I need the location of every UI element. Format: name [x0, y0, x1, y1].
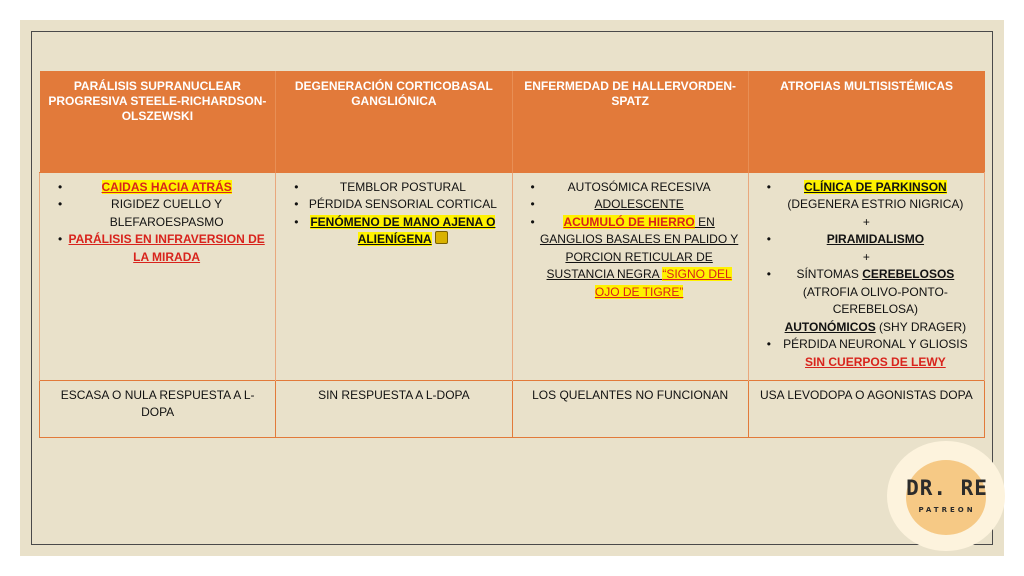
list-item — [775, 336, 976, 371]
list-item — [539, 214, 740, 302]
alien-emoji-icon — [435, 231, 448, 244]
list-item — [775, 179, 976, 214]
plus-sign: + — [862, 214, 870, 229]
list-item — [302, 214, 503, 249]
plus-sign: + — [862, 249, 870, 264]
list-item-text: PÉRDIDA NEURONAL Y GLIOSIS — [783, 337, 968, 351]
list-item-text: AUTOSÓMICA RECESIVA — [567, 179, 711, 194]
list-item — [66, 196, 267, 231]
footer-hallervorden: LOS QUELANTES NO FUNCIONAN — [512, 380, 748, 437]
list-item-text: (SHY DRAGER) — [875, 319, 967, 334]
list-item-text: CEREBELOSOS — [862, 267, 955, 281]
list-item — [775, 266, 976, 336]
header-row — [40, 71, 985, 172]
logo-title: DR. RE — [906, 476, 988, 500]
cell-hallervorden — [512, 172, 748, 380]
list-item — [66, 231, 267, 266]
list-item — [302, 179, 503, 197]
logo-subtitle: PATREON — [918, 506, 976, 514]
list-item-text: EN GANGLIOS BASALES EN PALIDO Y PORCION RETICULAR DE SUSTANCIA NEGRA — [539, 214, 739, 281]
tiger-eye-sign: “SIGNO DEL OJO DE TIGRE” — [594, 267, 732, 299]
list-item-text: TEMBLOR POSTURAL — [339, 179, 466, 194]
footer-corticobasal: SIN RESPUESTA A L-DOPA — [276, 380, 512, 437]
list-item-text: (DEGENERA ESTRIO NIGRICA) — [787, 197, 964, 211]
list-item-text: SÍNTOMAS — [796, 267, 863, 281]
list-item-text: CAIDAS HACIA ATRÁS — [101, 179, 232, 194]
list-item-text: RIGIDEZ CUELLO Y BLEFAROESPASMO — [109, 197, 224, 229]
list-item-text: PIRAMIDALISMO — [826, 232, 925, 246]
header-hallervorden: ENFERMEDAD DE HALLERVORDEN-SPATZ — [512, 71, 748, 172]
list-item-highlight: ACUMULÓ DE HIERRO — [563, 214, 695, 229]
comparison-table — [39, 71, 985, 438]
list-item-text: ADOLESCENTE — [594, 197, 684, 211]
list-item-text: (ATROFIA OLIVO-PONTO-CEREBELOSA) — [802, 284, 948, 316]
header-psp: PARÁLISIS SUPRANUCLEAR PROGRESIVA STEELE-RICHARDSON-OLSZEWSKI — [40, 71, 276, 172]
cell-psp — [40, 172, 276, 380]
header-corticobasal: DEGENERACIÓN CORTICOBASAL GANGLIÓNICA — [276, 71, 512, 172]
features-row — [40, 172, 985, 380]
list-item — [66, 179, 267, 197]
list-item — [302, 196, 503, 214]
list-item-highlight: CLÍNICA DE PARKINSON — [804, 179, 947, 194]
response-row — [40, 380, 985, 437]
list-item-text: AUTONÓMICOS — [784, 319, 876, 334]
list-item-text: FENÓMENO DE MANO AJENA O ALIENÍGENA — [310, 214, 496, 246]
list-item — [775, 231, 976, 249]
footer-atrofias: USA LEVODOPA O AGONISTAS DOPA — [748, 380, 984, 437]
list-item-text: SIN CUERPOS DE LEWY — [805, 354, 946, 369]
list-item — [539, 196, 740, 214]
list-item-text: PARÁLISIS EN INFRAVERSION DE LA MIRADA — [68, 232, 265, 264]
list-item — [539, 179, 740, 197]
list-item-text: PÉRDIDA SENSORIAL CORTICAL — [308, 197, 497, 211]
cell-corticobasal — [276, 172, 512, 380]
footer-psp: ESCASA O NULA RESPUESTA A L-DOPA — [40, 380, 276, 437]
cell-atrofias — [748, 172, 984, 380]
header-atrofias: ATROFIAS MULTISISTÉMICAS — [748, 71, 984, 172]
